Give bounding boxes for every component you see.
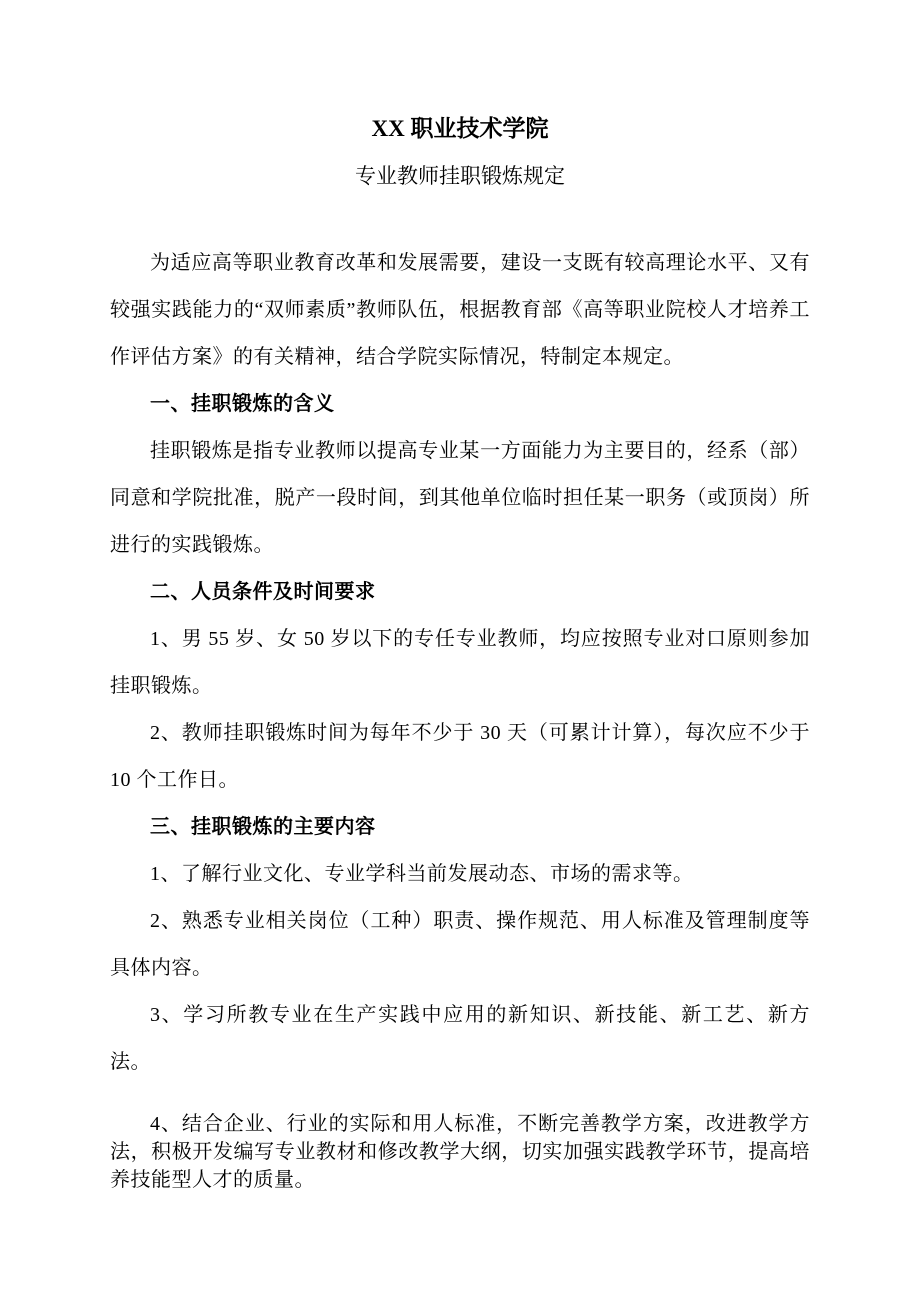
document-subtitle: 专业教师挂职锻炼规定 — [355, 164, 565, 188]
paragraph-item: 2、熟悉专业相关岗位（工种）职责、操作规范、用人标准及管理制度等具体内容。 — [110, 910, 810, 979]
paragraph-item: 1、了解行业文化、专业学科当前发展动态、市场的需求等。 — [150, 863, 694, 885]
section-heading-1: 一、挂职锻炼的含义 — [150, 393, 335, 415]
paragraph-item: 2、教师挂职锻炼时间为每年不少于 30 天（可累计计算），每次应不少于 10 个工作日。 — [110, 722, 810, 791]
paragraph-item: 4、结合企业、行业的实际和用人标准，不断完善教学方案，改进教学方法，积极开发编写专业教材和修改教学大纲，切实加强实践教学环节，提高培养技能型人才的质量。 — [110, 1113, 810, 1191]
section-heading-3: 三、挂职锻炼的主要内容 — [150, 816, 376, 838]
document-title: XX 职业技术学院 — [371, 116, 549, 141]
paragraph-item: 3、学习所教专业在生产实践中应用的新知识、新技能、新工艺、新方法。 — [110, 1004, 810, 1073]
paragraph-intro: 为适应高等职业教育改革和发展需要，建设一支既有较高理论水平、又有较强实践能力的“双师素质”教师队伍，根据教育部《高等职业院校人才培养工作评估方案》的有关精神，结合学院实际情况，特制定本规定。 — [110, 252, 810, 368]
section-heading-2: 二、人员条件及时间要求 — [150, 581, 376, 603]
paragraph-item: 1、男 55 岁、女 50 岁以下的专任专业教师，均应按照专业对口原则参加挂职锻炼。 — [110, 628, 810, 697]
paragraph-definition: 挂职锻炼是指专业教师以提高专业某一方面能力为主要目的，经系（部）同意和学院批准，脱产一段时间，到其他单位临时担任某一职务（或顶岗）所进行的实践锻炼。 — [110, 440, 810, 556]
